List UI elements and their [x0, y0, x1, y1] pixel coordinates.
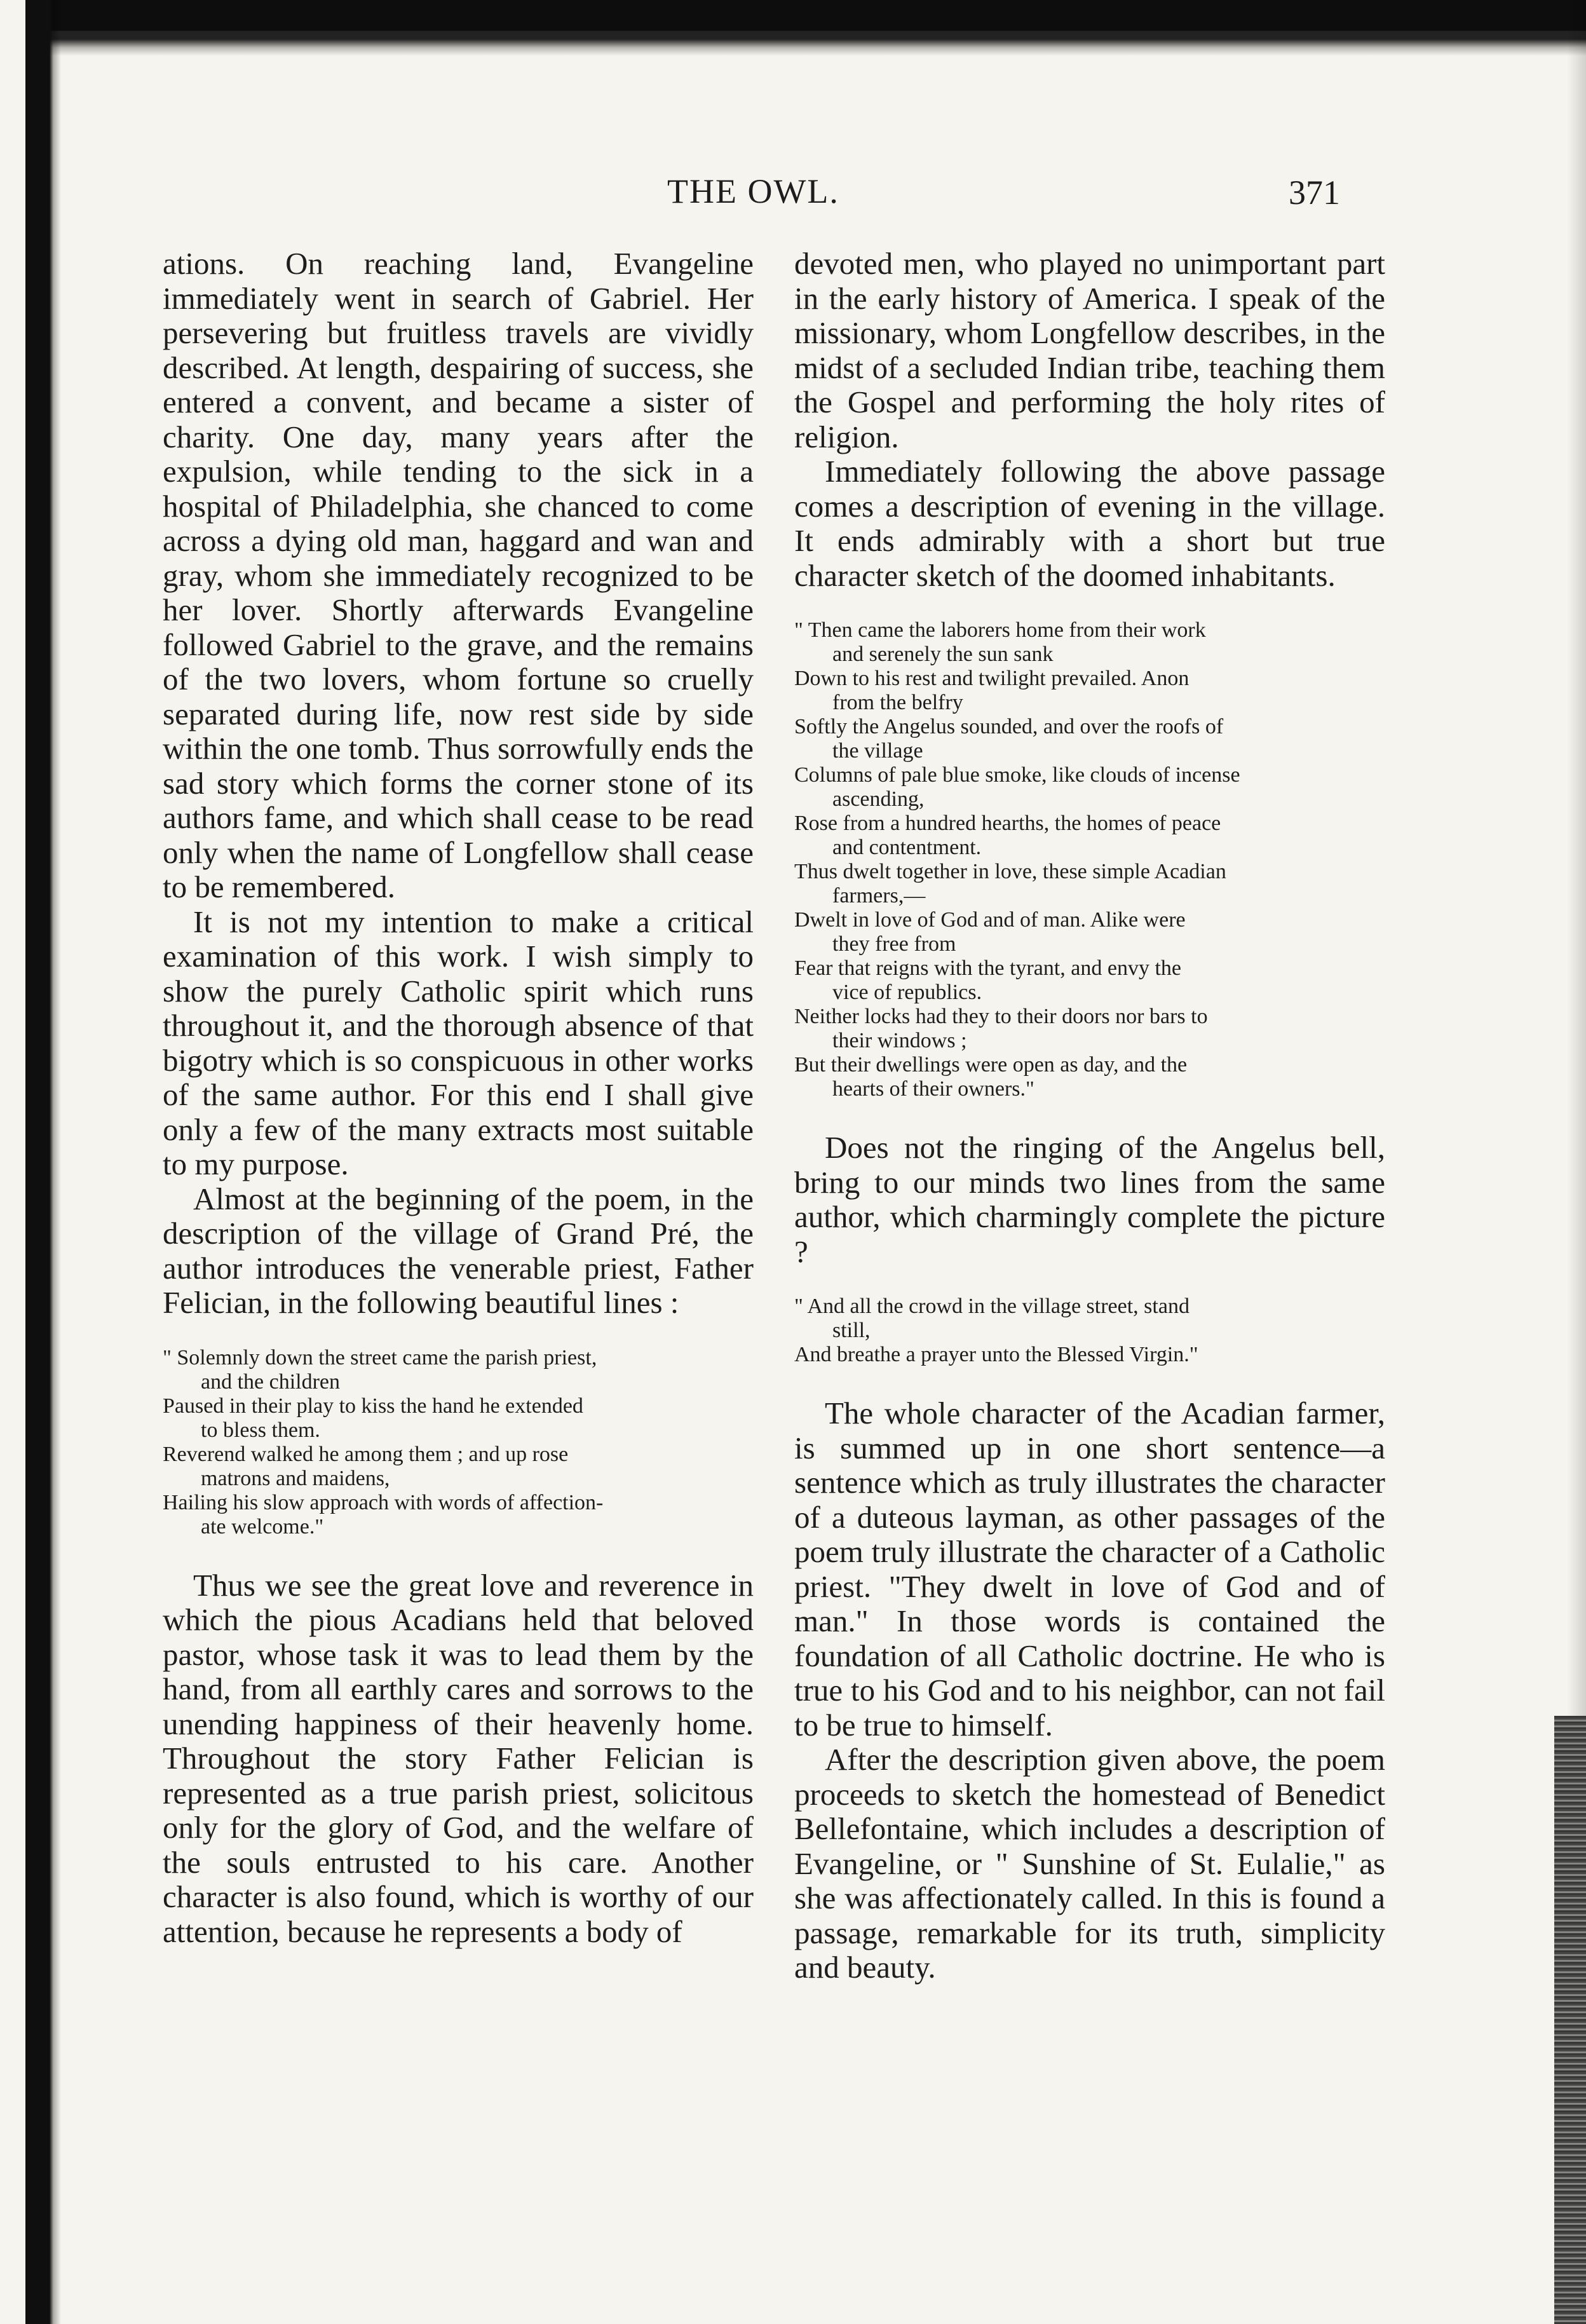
verse-line-text: Columns of pale blue smoke, like clouds of incense	[794, 763, 1240, 787]
paragraph: After the description given above, the poem proceeds to sketch the homestead of Benedict Bellefontaine, which includes a description of Evangeline, or " Sunshine of St. Eulalie," as she was affectionately called. In this is found a passage, remarkable for its truth, simplicity and beauty.	[794, 1742, 1385, 1985]
verse-line-text: Neither locks had they to their doors nor bars to	[794, 1005, 1208, 1028]
paragraph: The whole character of the Acadian farmer, is summed up in one short sentence—a sentence which as truly illustrates the character of a duteous layman, as other passages of the poem truly illustrate the character of a Catholic priest. "They dwelt in love of God and of man." In those words is contained the foundation of all Catholic doctrine. He who is true to his God and to his neighbor, can not fail to be true to himself.	[794, 1396, 1385, 1743]
verse-line-continuation: ascending,	[832, 787, 925, 811]
scan-border-left	[0, 0, 61, 2324]
running-head-title: THE OWL.	[667, 172, 839, 210]
verse-line	[794, 667, 1385, 715]
verse-line-text: And breathe a prayer unto the Blessed Virgin."	[794, 1343, 1198, 1366]
paragraph: Does not the ringing of the Angelus bell, bring to our minds two lines from the same author, which charmingly complete the picture ?	[794, 1130, 1385, 1269]
scan-edge-right	[1554, 1716, 1586, 2324]
scan-shadow-right	[1567, 0, 1586, 1716]
verse-line	[794, 1053, 1385, 1101]
verse-line-continuation: to bless them.	[201, 1418, 320, 1442]
verse-quote	[794, 618, 1385, 1101]
verse-line-continuation: matrons and maidens,	[201, 1466, 390, 1490]
verse-line-text: " Solemnly down the street came the parish priest,	[163, 1345, 597, 1369]
verse-line	[163, 1346, 754, 1394]
paragraph: It is not my intention to make a critical examination of this work. I wish simply to show the purely Catholic spirit which runs throughout it, and the thorough absence of that bigotry which is so conspicuous in other works of the same author. For this end I shall give only a few of the many extracts most suitable to my purpose.	[163, 904, 754, 1181]
verse-line	[163, 1491, 754, 1539]
paragraph: Thus we see the great love and reverence in which the pious Acadians held that beloved pastor, whose task it was to lead them by the hand, from all earthly cares and sorrows to the unending happiness of their heavenly home. Throughout the story Father Felician is represented as a true parish priest, solicitous only for the glory of God, and the welfare of the souls entrusted to his care. Another character is also found, which is worthy of our attention, because he represents a body of	[163, 1567, 754, 1949]
verse-line	[794, 618, 1385, 667]
verse-line	[163, 1443, 754, 1491]
page-number: 371	[1289, 173, 1340, 212]
verse-line-text: Down to his rest and twilight prevailed. Anon	[794, 667, 1190, 690]
paragraph: Immediately following the above passage comes a description of evening in the village. It ends admirably with a short but true character sketch of the doomed inhabitants.	[794, 454, 1385, 593]
paragraph: devoted men, who played no unimportant part in the early history of America. I speak of the missionary, whom Longfellow describes, in the midst of a secluded Indian tribe, teaching them the Gospel and performing the holy rites of religion.	[794, 246, 1385, 454]
verse-line-text: Rose from a hundred hearths, the homes of peace	[794, 812, 1221, 835]
verse-line	[794, 1295, 1385, 1343]
verse-line-continuation: and the children	[201, 1369, 341, 1394]
verse-line-text: Reverend walked he among them ; and up rose	[163, 1442, 569, 1466]
right-column	[794, 247, 1385, 1985]
verse-line-continuation: from the belfry	[832, 691, 963, 714]
verse-line	[794, 908, 1385, 956]
verse-line-text: " Then came the laborers home from their work	[794, 618, 1206, 642]
verse-line-continuation: the village	[832, 739, 923, 763]
verse-line-text: But their dwellings were open as day, and the	[794, 1053, 1188, 1077]
verse-line-text: Thus dwelt together in love, these simple Acadian	[794, 860, 1226, 883]
verse-line	[794, 1005, 1385, 1053]
verse-quote	[794, 1295, 1385, 1367]
paragraph: ations. On reaching land, Evangeline immediately went in search of Gabriel. Her persevering but fruitless travels are vividly described. At length, despairing of success, she entered a convent, and became a sister of charity. One day, many years after the expulsion, while tending to the sick in a hospital of Philadelphia, she chanced to come across a dying old man, haggard and wan and gray, whom she immediately recognized to be her lover. Shortly afterwards Evangeline followed Gabriel to the grave, and the remains of the two lovers, whom fortune so cruelly separated during life, now rest side by side within the one tomb. Thus sorrowfully ends the sad story which forms the corner stone of its authors fame, and which shall cease to be read only when the name of Longfellow shall cease to be remembered.	[163, 246, 754, 904]
left-column	[163, 247, 754, 1949]
verse-line-continuation: and serenely the sun sank	[832, 642, 1054, 666]
verse-line-text: " And all the crowd in the village street, stand	[794, 1295, 1190, 1318]
verse-line-continuation: farmers,—	[832, 884, 926, 907]
verse-line-continuation: hearts of their owners."	[832, 1077, 1034, 1101]
verse-line	[794, 860, 1385, 908]
verse-line-continuation: vice of republics.	[832, 981, 982, 1004]
verse-line-continuation: ate welcome."	[201, 1514, 324, 1539]
verse-line	[794, 763, 1385, 812]
verse-line-text: Paused in their play to kiss the hand he extended	[163, 1394, 583, 1418]
verse-line-text: Dwelt in love of God and of man. Alike were	[794, 908, 1186, 932]
verse-line	[794, 1343, 1385, 1367]
paragraph: Almost at the beginning of the poem, in the description of the village of Grand Pré, the author introduces the venerable priest, Father Felician, in the following beautiful lines :	[163, 1181, 754, 1320]
verse-line-text: Fear that reigns with the tyrant, and envy the	[794, 956, 1181, 980]
scan-border-top	[0, 0, 1586, 56]
verse-line-continuation: they free from	[832, 932, 956, 956]
verse-line-continuation: their windows ;	[832, 1029, 967, 1052]
verse-line-text: Hailing his slow approach with words of affection-	[163, 1490, 604, 1514]
verse-line	[794, 956, 1385, 1005]
verse-line-continuation: and contentment.	[832, 836, 982, 859]
verse-quote	[163, 1346, 754, 1539]
verse-line-continuation: still,	[832, 1319, 871, 1342]
verse-line	[163, 1394, 754, 1443]
verse-line-text: Softly the Angelus sounded, and over the roofs of	[794, 715, 1224, 738]
verse-line	[794, 812, 1385, 860]
verse-line	[794, 715, 1385, 763]
